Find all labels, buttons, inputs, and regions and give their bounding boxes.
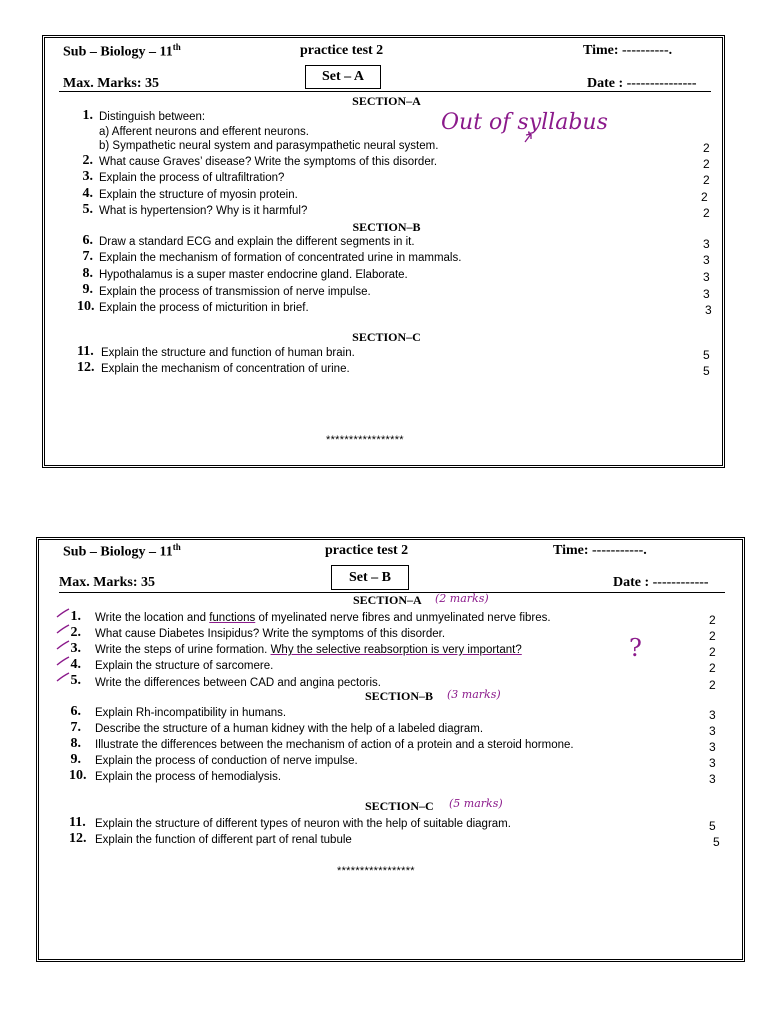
q5-number: 5. <box>70 673 81 688</box>
q3-marks: 2 <box>709 645 716 659</box>
q12-number: 12. <box>77 360 95 375</box>
handwritten-5-marks: (5 marks) <box>449 797 503 810</box>
q4-text: Explain the structure of myosin protein. <box>99 189 298 201</box>
q5-marks: 2 <box>709 678 716 692</box>
q4-number: 4. <box>70 657 81 672</box>
time-label: Time: -----------. <box>553 543 647 558</box>
q9-text: Explain the process of transmission of nerve impulse. <box>99 286 371 298</box>
q3-marks: 2 <box>703 173 710 187</box>
q8-text: Hypothalamus is a super master endocrine gland. Elaborate. <box>99 269 408 281</box>
q8-number: 8. <box>82 266 93 281</box>
q8-number: 8. <box>70 736 81 751</box>
q9-marks: 3 <box>709 756 716 770</box>
test-name: practice test 2 <box>325 543 409 558</box>
q6-number: 6. <box>82 233 93 248</box>
q10-text: Explain the process of hemodialysis. <box>95 771 282 783</box>
q11-text: Explain the structure and function of human brain. <box>101 347 355 359</box>
date-label: Date : ------------ <box>613 575 709 590</box>
time-label: Time: ----------. <box>583 43 673 58</box>
q6-marks: 3 <box>703 237 710 251</box>
test-name: practice test 2 <box>300 43 384 58</box>
q2-marks: 2 <box>703 157 710 171</box>
handwritten-3-marks: (3 marks) <box>447 688 501 701</box>
q12-number: 12. <box>69 831 87 846</box>
section-b-title: SECTION–B <box>365 689 434 703</box>
q4-number: 4. <box>82 186 93 201</box>
section-b-title: SECTION–B <box>352 220 421 234</box>
q8-marks: 3 <box>709 740 716 754</box>
q11-number: 11. <box>77 344 94 359</box>
q5-text: Write the differences between CAD and angina pectoris. <box>95 677 381 689</box>
q6-marks: 3 <box>709 708 716 722</box>
q8-marks: 3 <box>703 270 710 284</box>
max-marks: Max. Marks: 35 <box>59 575 156 590</box>
q10-marks: 3 <box>705 303 712 317</box>
q6-number: 6. <box>70 704 81 719</box>
q11-number: 11. <box>69 815 86 830</box>
q2-marks: 2 <box>709 629 716 643</box>
q12-marks: 5 <box>713 835 720 849</box>
end-stars: ***************** <box>326 434 404 446</box>
q11-text: Explain the structure of different types of neuron with the help of suitable diagram. <box>95 818 511 830</box>
date-label: Date : --------------- <box>587 76 697 91</box>
q8-text: Illustrate the differences between the mechanism of action of a protein and a steroid hormone. <box>95 739 574 751</box>
q7-text: Explain the mechanism of formation of concentrated urine in mammals. <box>99 252 462 264</box>
q12-text: Explain the mechanism of concentration of urine. <box>101 363 350 375</box>
q1-sub-a: a) Afferent neurons and efferent neurons. <box>99 126 309 138</box>
q2-text: What cause Diabetes Insipidus? Write the symptoms of this disorder. <box>95 628 446 640</box>
handwritten-2-marks: (2 marks) <box>435 592 489 605</box>
q1-marks: 2 <box>709 613 716 627</box>
q7-number: 7. <box>70 720 81 735</box>
q7-marks: 3 <box>703 253 710 267</box>
q1-number: 1. <box>70 609 81 624</box>
q1-text: Distinguish between: <box>99 111 206 123</box>
q11-marks: 5 <box>709 819 716 833</box>
q10-marks: 3 <box>709 772 716 786</box>
q9-number: 9. <box>70 752 81 767</box>
q6-text: Draw a standard ECG and explain the different segments in it. <box>99 236 415 248</box>
handwritten-ticks-icon <box>39 540 748 965</box>
set-label: Set – A <box>305 65 381 89</box>
q10-text: Explain the process of micturition in brief. <box>99 302 309 314</box>
q1-marks: 2 <box>703 141 710 155</box>
q1-text: Write the location and functions of myelinated nerve fibres and unmyelinated nerve fibres. <box>95 612 551 624</box>
q3-text: Explain the process of ultrafiltration? <box>99 172 285 184</box>
q9-number: 9. <box>82 282 93 297</box>
subject-line: Sub – Biology – 11th <box>63 542 181 560</box>
q5-marks: 2 <box>703 206 710 220</box>
q5-number: 5. <box>82 202 93 217</box>
q9-text: Explain the process of conduction of nerve impulse. <box>95 755 358 767</box>
subject-line: Sub – Biology – 11th <box>63 42 181 60</box>
section-a-title: SECTION–A <box>353 593 422 607</box>
handwritten-arrow-icon <box>45 38 728 471</box>
q9-marks: 3 <box>703 287 710 301</box>
q4-marks: 2 <box>701 190 708 204</box>
q3-number: 3. <box>70 641 81 656</box>
question-paper-set-a <box>42 35 725 468</box>
q3-text: Write the steps of urine formation. Why the selective reabsorption is very important? <box>95 644 522 656</box>
q3-number: 3. <box>82 169 93 184</box>
q4-marks: 2 <box>709 661 716 675</box>
handwritten-out-of-syllabus: Out of syllabus <box>441 110 608 135</box>
q2-number: 2. <box>82 153 93 168</box>
end-stars: ***************** <box>337 865 415 877</box>
q11-marks: 5 <box>703 348 710 362</box>
q12-text: Explain the function of different part of renal tubule <box>95 834 352 846</box>
q4-text: Explain the structure of sarcomere. <box>95 660 274 672</box>
q1-sub-b: b) Sympathetic neural system and parasympathetic neural system. <box>99 140 439 152</box>
q2-text: What cause Graves’ disease? Write the symptoms of this disorder. <box>99 156 438 168</box>
q2-number: 2. <box>70 625 81 640</box>
handwritten-question-mark: ? <box>629 634 642 662</box>
max-marks: Max. Marks: 35 <box>63 76 160 91</box>
q1-number: 1. <box>82 108 93 123</box>
q12-marks: 5 <box>703 364 710 378</box>
section-c-title: SECTION–C <box>365 799 434 813</box>
q10-number: 10. <box>77 299 95 314</box>
q7-text: Describe the structure of a human kidney with the help of a labeled diagram. <box>95 723 484 735</box>
q7-number: 7. <box>82 249 93 264</box>
q6-text: Explain Rh-incompatibility in humans. <box>95 707 287 719</box>
section-a-title: SECTION–A <box>352 94 421 108</box>
q5-text: What is hypertension? Why is it harmful? <box>99 205 308 217</box>
set-label: Set – B <box>331 565 409 590</box>
question-paper-set-b <box>36 537 745 962</box>
section-c-title: SECTION–C <box>352 330 421 344</box>
q10-number: 10. <box>69 768 87 783</box>
q7-marks: 3 <box>709 724 716 738</box>
